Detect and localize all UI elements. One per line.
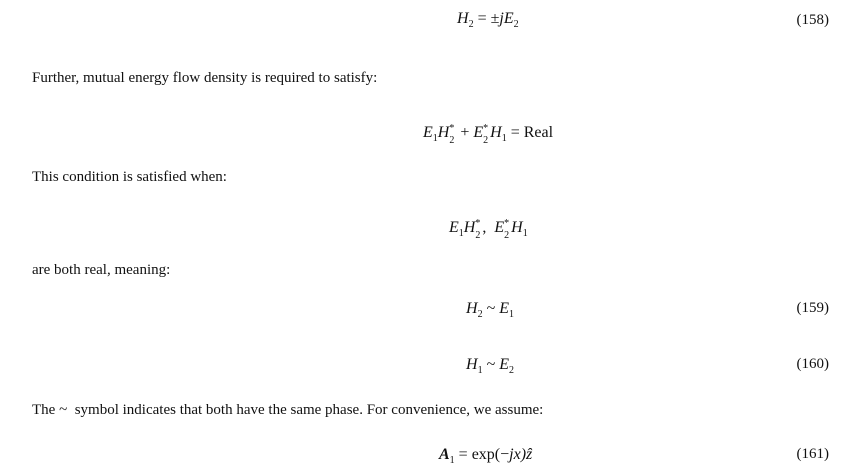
equation-159: [466, 299, 514, 319]
subscript: 1: [509, 309, 514, 321]
symbol-h: H: [466, 356, 478, 373]
tilde-sign: ~: [486, 300, 496, 317]
symbol-j: j: [509, 446, 514, 463]
plus-sign: +: [460, 124, 470, 141]
symbol-e: E: [423, 124, 433, 141]
superscript-star: *: [475, 218, 481, 229]
equation-160: [466, 355, 514, 375]
subscript: 2: [509, 365, 514, 377]
superscript-star: *: [483, 123, 489, 134]
subscript: 2: [449, 135, 455, 146]
equals-sign: =: [510, 124, 520, 141]
symbol-h: H: [437, 124, 450, 141]
superscript-star: *: [504, 218, 510, 229]
equation-number-159: (159): [796, 300, 829, 316]
sub-superscript: [483, 123, 490, 146]
sub-superscript: [504, 218, 511, 241]
tilde-sign: ~: [486, 356, 496, 373]
subscript: 1: [477, 365, 483, 377]
symbol-x: x): [513, 446, 527, 463]
equals-sign: =: [458, 446, 468, 463]
symbol-j: j: [499, 10, 504, 27]
subscript: 1: [432, 133, 438, 145]
symbol-h: H: [490, 124, 502, 141]
subscript: 1: [501, 133, 507, 145]
subscript: 2: [483, 135, 489, 146]
subscript: 2: [477, 309, 483, 321]
subscript: 2: [513, 19, 519, 31]
symbol-e: E: [449, 219, 459, 236]
subscript: 1: [522, 228, 528, 240]
z-hat-vector: ẑ: [526, 446, 533, 463]
equation-161: [439, 445, 532, 465]
symbol-e: E: [473, 124, 484, 141]
tilde-symbol: ~: [59, 402, 68, 418]
paragraph-condition: This condition is satisfied when:: [32, 169, 227, 185]
symbol-e: E: [494, 219, 505, 236]
symbol-h: H: [466, 300, 478, 317]
subscript: 2: [468, 19, 474, 31]
subscript: 2: [504, 230, 510, 241]
sub-superscript: [449, 123, 456, 146]
plus-minus-sign: ±: [490, 10, 500, 27]
symbol-h: H: [511, 219, 523, 236]
symbol-e: E: [503, 10, 514, 27]
symbol-h: H: [463, 219, 476, 236]
equation-number-158: (158): [796, 12, 829, 28]
sub-superscript: [475, 218, 482, 241]
equation-158: [457, 9, 519, 29]
symbol-e: E: [499, 300, 509, 317]
comma: ,: [482, 219, 487, 236]
equals-sign: =: [477, 10, 487, 27]
paragraph-mutual-energy: Further, mutual energy flow density is required to satisfy:: [32, 70, 378, 86]
equation-number-160: (160): [796, 356, 829, 372]
superscript-star: *: [449, 123, 455, 134]
subscript: 2: [475, 230, 481, 241]
paragraph-tilde-symbol: [32, 401, 543, 419]
symbol-a-bold: A: [439, 446, 450, 463]
symbol-h: H: [457, 10, 469, 27]
symbol-e: E: [499, 356, 509, 373]
subscript: 1: [458, 228, 464, 240]
equation-real-condition: [423, 123, 554, 146]
real-word: Real: [523, 124, 554, 141]
equation-number-161: (161): [796, 446, 829, 462]
equation-products: [449, 218, 528, 241]
paragraph-text: symbol indicates that both have the same phase. For convenience, we assume:: [74, 402, 544, 418]
paragraph-both-real: are both real, meaning:: [32, 262, 171, 278]
exp-function: exp(−: [471, 446, 510, 463]
subscript: 1: [449, 455, 455, 467]
paragraph-text: The: [32, 402, 56, 418]
